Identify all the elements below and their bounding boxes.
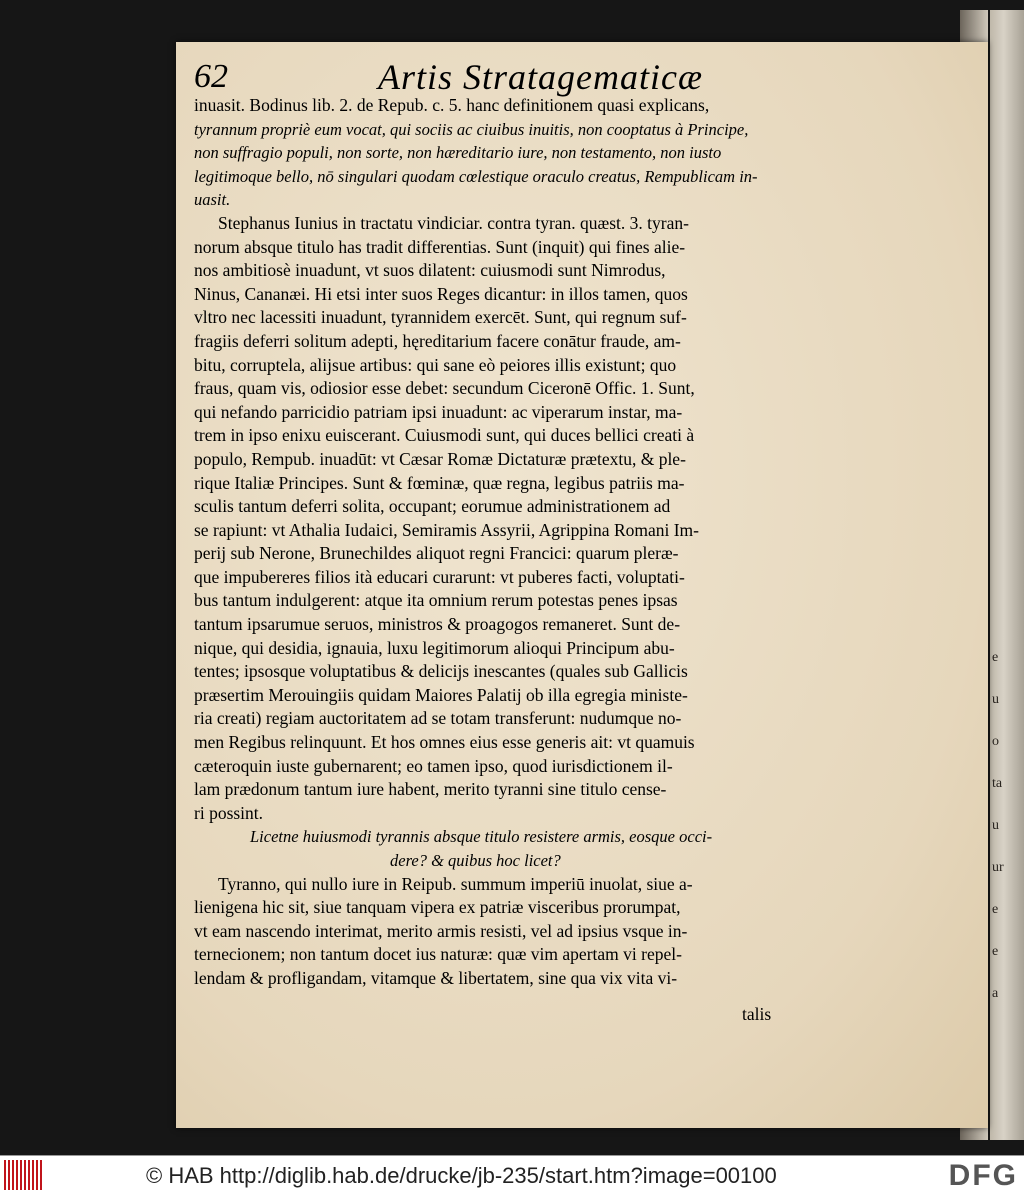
facing-page-text-fragment: ur xyxy=(992,860,1004,875)
text-line: qui nefando parricidio patriam ipsi inuadunt: ac viperarum instar, ma- xyxy=(194,401,683,422)
facing-page-text-fragment: ta xyxy=(992,776,1003,791)
text-line: dere? & quibus hoc licet? xyxy=(390,851,561,870)
text-line: uasit. xyxy=(194,190,231,210)
text-line: lam prædonum tantum iure habent, merito tyranni sine titulo cense- xyxy=(194,779,667,800)
text-line: lienigena hic sit, siue tanquam vipera ex patriæ visceribus prorumpat, xyxy=(194,897,681,918)
text-line: norum absque titulo has tradit differentias. Sunt (inquit) qui fines alie- xyxy=(194,236,686,257)
running-title: Artis Stratagematicæ xyxy=(378,57,703,97)
text-line: populo, Rempub. inuadūt: vt Cæsar Romæ Dictaturæ prætextu, & ple- xyxy=(194,448,686,469)
text-line: que impubereres filios ità educari curarunt: vt puberes facti, voluptati- xyxy=(194,566,685,587)
text-line: tyrannum propriè eum vocat, qui sociis ac ciuibus inuitis, non cooptatus à Principe, xyxy=(194,119,749,139)
text-line: vltro nec lacessiti inuadunt, tyrannidem exercēt. Sunt, qui regnum suf- xyxy=(194,307,687,328)
facing-page-text-fragment: a xyxy=(992,986,999,1001)
text-line: se rapiunt: vt Athalia Iudaici, Semiramis Assyrii, Agrippina Romani Im- xyxy=(194,519,699,540)
page-number: 62 xyxy=(194,58,228,95)
text-line: ria creati) regiam auctoritatem ad se totam transferunt: nudumque no- xyxy=(194,708,682,729)
text-line: Ninus, Cananæi. Hi etsi inter suos Reges dicantur: in illos tamen, quos xyxy=(194,283,688,304)
page-text xyxy=(194,94,776,991)
text-line: fragiis deferri solitum adepti, hęreditarium facere conātur fraude, am- xyxy=(194,330,681,351)
facing-page-edge xyxy=(990,10,1024,1140)
facing-page-text-fragment: o xyxy=(992,734,999,749)
facing-page-text-fragment: e xyxy=(992,650,999,665)
text-line: legitimoque bello, nō singulari quodam cœlestique oraculo creatus, Rempublicam in- xyxy=(194,166,758,186)
text-line: rique Italiæ Principes. Sunt & fœminæ, quæ regna, legibus patriis ma- xyxy=(194,472,685,493)
text-line: bitu, corruptela, alijsue artibus: qui sane eò peiores illis existunt; quo xyxy=(194,354,677,375)
text-line: Tyranno, qui nullo iure in Reipub. summum imperiū inuolat, siue a- xyxy=(218,873,693,894)
facing-page-text-fragment: u xyxy=(992,692,999,707)
text-line: perij sub Nerone, Brunechildes aliquot regni Francici: quarum pleræ- xyxy=(194,543,679,564)
text-line: tentes; ipsosque voluptatibus & delicijs inescantes (quales sub Gallicis xyxy=(194,661,688,682)
text-line: non suffragio populi, non sorte, non hæreditario iure, non testamento, non iusto xyxy=(194,143,722,163)
text-line: bus tantum indulgerent: atque ita omnium rerum potestas penes ipsas xyxy=(194,590,678,611)
text-line: tantum ipsarumue seruos, ministros & proagogos remaneret. Sunt de- xyxy=(194,614,681,635)
dfg-logo: DFG xyxy=(948,1159,1018,1192)
text-line: Stephanus Iunius in tractatu vindiciar. contra tyran. quæst. 3. tyran- xyxy=(218,212,689,233)
text-line: præsertim Merouingiis quidam Maiores Palatij ob illa egregia ministe- xyxy=(194,684,688,705)
text-line: trem in ipso enixu euiscerant. Cuiusmodi sunt, qui duces bellici creati à xyxy=(194,425,695,446)
text-line: sculis tantum deferri solita, occupant; eorumue administrationem ad xyxy=(194,496,671,517)
catchword: talis xyxy=(742,1004,772,1024)
running-head xyxy=(194,52,814,100)
text-line: nique, qui desidia, ignauia, luxu legitimorum alioqui Principum abu- xyxy=(194,637,675,658)
viewer-footer xyxy=(0,1155,1024,1196)
text-line: ri possint. xyxy=(194,802,264,823)
text-line: Licetne huiusmodi tyrannis absque titulo resistere armis, eosque occi- xyxy=(250,827,713,847)
text-line: nos ambitiosè inuadunt, vt suos dilatent: cuiusmodi sunt Nimrodus, xyxy=(194,260,666,281)
text-line: inuasit. Bodinus lib. 2. de Repub. c. 5. hanc definitionem quasi explicans, xyxy=(194,95,710,115)
text-line: lendam & profligandam, vitamque & libertatem, sine qua vix vita vi- xyxy=(194,967,678,988)
text-line: vt eam nascendo interimat, merito armis resisti, vel ad ipsius vsque in- xyxy=(194,920,688,941)
text-line: ternecionem; non tantum docet ius naturæ: quæ vim apertam vi repel- xyxy=(194,944,682,965)
text-line: cæteroquin iuste gubernarent; eo tamen ipso, quod iurisdictionem il- xyxy=(194,755,673,776)
hab-logo xyxy=(4,1160,48,1192)
copyright-caption: © HAB http://diglib.hab.de/drucke/jb-235/start.htm?image=00100 xyxy=(146,1163,777,1188)
facing-page-text-fragment: u xyxy=(992,818,999,833)
facing-page-text-fragment: e xyxy=(992,944,999,959)
text-line: men Regibus relinquunt. Et hos omnes eius esse generis ait: vt quamuis xyxy=(194,732,695,753)
text-line: fraus, quam vis, odiosior esse debet: secundum Ciceronē Offic. 1. Sunt, xyxy=(194,378,695,399)
facing-page-text-fragment: e xyxy=(992,902,999,917)
